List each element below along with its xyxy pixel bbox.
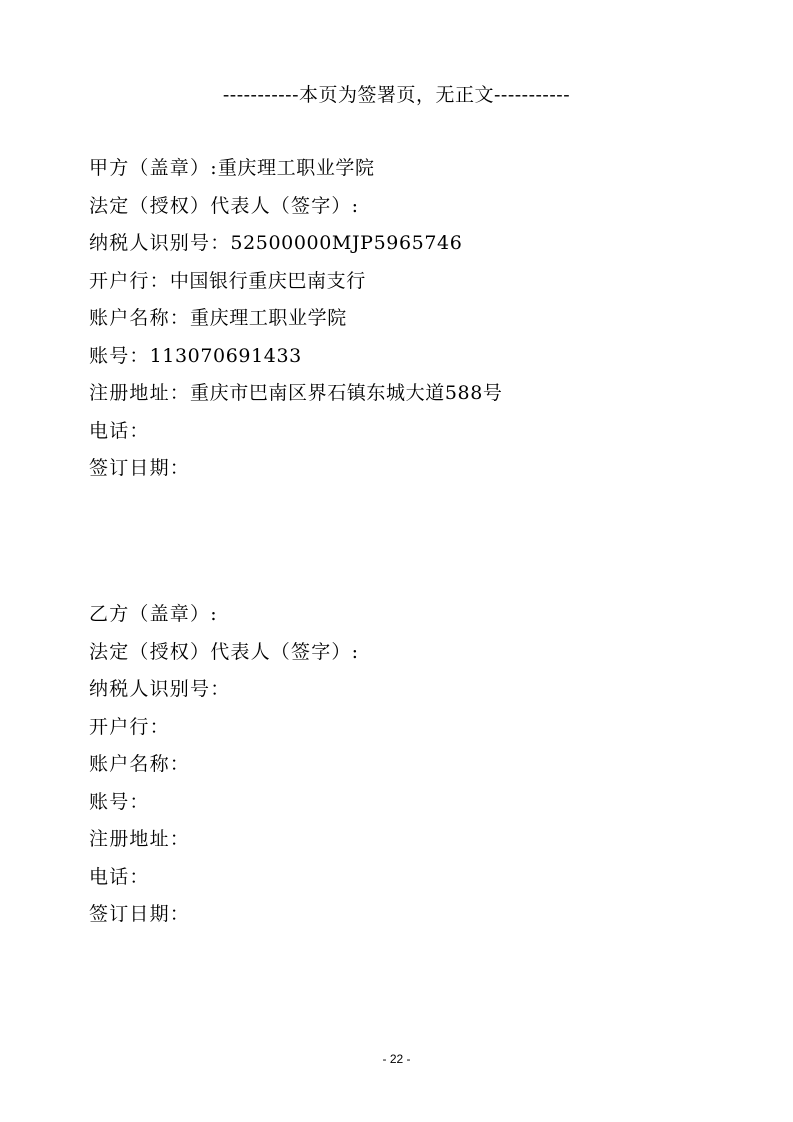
party-b-address-line xyxy=(89,821,729,859)
party-a-stamp-line xyxy=(89,150,729,188)
party-a-account-name-value: 重庆理工职业学院 xyxy=(190,307,347,329)
party-b-account-name-label: 账户名称： xyxy=(89,753,191,775)
party-a-date-label: 签订日期： xyxy=(89,457,191,479)
party-a-representative-label: 法定（授权）代表人（签字）: xyxy=(89,194,360,217)
party-b-date-label: 签订日期： xyxy=(89,903,191,925)
party-a-tax-id-line xyxy=(89,225,729,263)
party-a-bank-label: 开户行： xyxy=(89,269,170,292)
party-b-tax-id-line xyxy=(89,671,729,709)
party-a-tax-id-value: 52500000MJP5965746 xyxy=(230,232,463,254)
party-a-phone-line xyxy=(89,413,729,451)
party-b-address-label: 注册地址： xyxy=(89,828,191,850)
party-b-tax-id-label: 纳税人识别号： xyxy=(89,678,231,700)
party-a-account-number-value: 113070691433 xyxy=(149,344,302,367)
party-a-representative-line xyxy=(89,188,729,226)
party-a-tax-id-label: 纳税人识别号： xyxy=(89,232,231,254)
signature-page-header: -----------本页为签署页，无正文----------- xyxy=(222,84,571,106)
party-a-phone-label: 电话： xyxy=(89,419,150,442)
party-a-account-number-line xyxy=(89,338,729,376)
party-b-account-name-line xyxy=(89,746,729,784)
party-b-block xyxy=(89,596,729,934)
party-a-account-number-label: 账号： xyxy=(89,344,150,367)
party-b-representative-label: 法定（授权）代表人（签字）: xyxy=(89,640,360,663)
party-b-account-number-label: 账号： xyxy=(89,790,150,813)
party-b-bank-line xyxy=(89,709,729,747)
party-b-phone-line xyxy=(89,859,729,897)
party-a-address-line xyxy=(89,375,729,413)
party-b-representative-line xyxy=(89,634,729,672)
party-a-account-name-line xyxy=(89,300,729,338)
party-b-bank-label: 开户行： xyxy=(89,715,170,738)
party-a-address-value: 重庆市巴南区界石镇东城大道588号 xyxy=(190,382,503,404)
party-a-stamp-label: 甲方（盖章）: xyxy=(89,157,218,179)
party-b-stamp-line xyxy=(89,596,729,634)
party-b-account-number-line xyxy=(89,784,729,822)
party-a-bank-line xyxy=(89,263,729,301)
party-a-stamp-value: 重庆理工职业学院 xyxy=(217,157,375,179)
party-a-account-name-label: 账户名称： xyxy=(89,307,191,329)
party-b-stamp-label: 乙方（盖章）: xyxy=(89,603,218,625)
page-number: - 22 - xyxy=(382,1052,411,1066)
party-a-bank-value: 中国银行重庆巴南支行 xyxy=(169,269,366,292)
party-b-phone-label: 电话： xyxy=(89,865,150,888)
party-a-date-line xyxy=(89,450,729,488)
party-a-block xyxy=(89,150,729,488)
party-b-date-line xyxy=(89,896,729,934)
party-a-address-label: 注册地址： xyxy=(89,382,191,404)
